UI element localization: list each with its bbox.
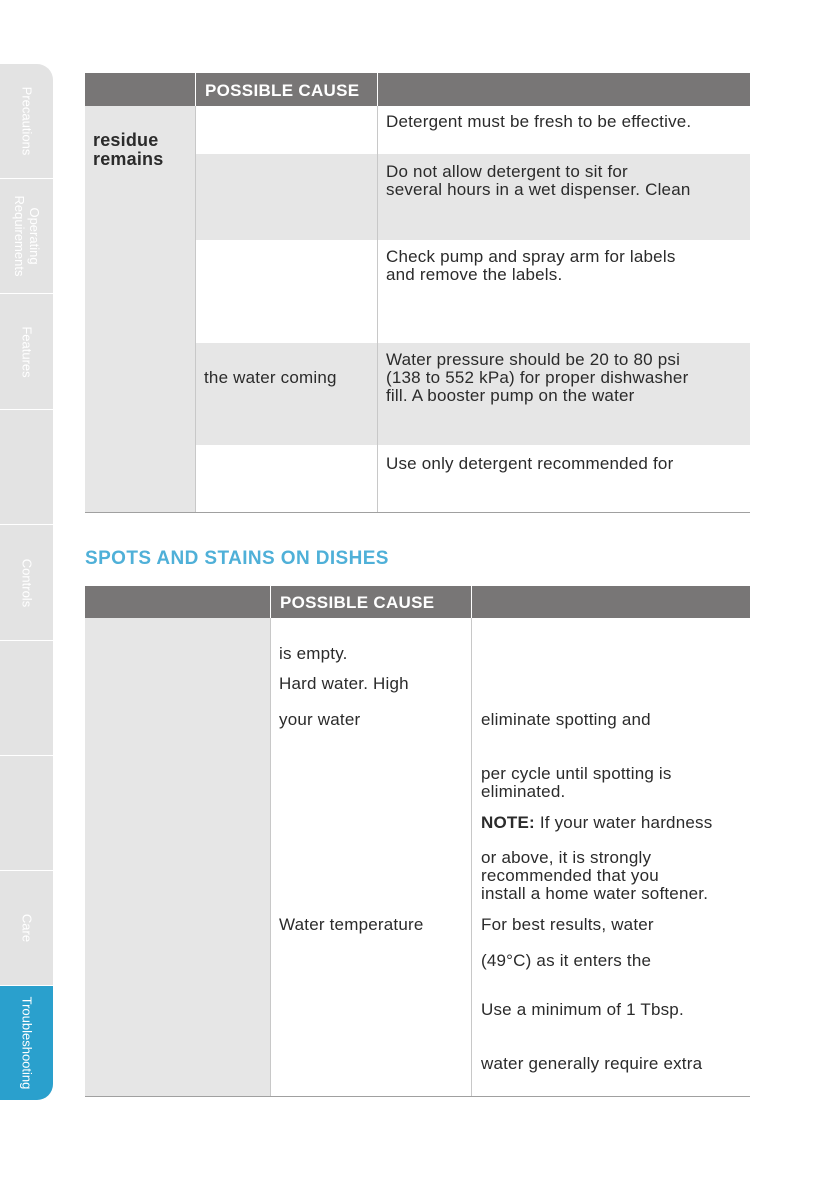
cause-line: Water temperature (279, 915, 424, 934)
column-divider (270, 618, 271, 1097)
table-cell-solution: Check pump and spray arm for labels and remove the labels. (386, 247, 676, 284)
tab-features-label: Features (19, 325, 34, 378)
tab-blank-1[interactable] (0, 410, 53, 525)
solution-line: eliminate spotting and (481, 710, 651, 729)
solution-line: per cycle until spotting is eliminated. (481, 764, 672, 801)
table-1-bottom-rule (85, 512, 750, 513)
cause-line: your water (279, 710, 361, 729)
tab-troubleshooting[interactable] (0, 986, 53, 1100)
header-divider (471, 586, 472, 618)
note-label: NOTE: (481, 813, 535, 832)
column-divider (471, 618, 472, 1097)
solution-line: or above, it is strongly recommended that you install a home water softener. (481, 848, 709, 903)
solution-line: Use a minimum of 1 Tbsp. (481, 1000, 684, 1019)
table-cell-solution: Do not allow detergent to sit for several hours in a wet dispenser. Clean (386, 162, 691, 199)
problem-column-band (85, 618, 270, 1097)
solution-line: If your water hardness (539, 813, 713, 832)
tab-care[interactable] (0, 871, 53, 986)
table-1-header-cause: POSSIBLE CAUSE (205, 81, 360, 100)
header-divider (270, 586, 271, 618)
side-tab-bar (0, 64, 53, 1100)
column-divider (377, 106, 378, 513)
table-2-bottom-rule (85, 1096, 750, 1097)
tab-care-label: Care (19, 913, 34, 943)
solution-line: water generally require extra (481, 1054, 703, 1073)
header-divider (195, 73, 196, 106)
problem-label: residue remains (93, 130, 164, 169)
column-divider (195, 106, 196, 513)
tab-features[interactable] (0, 294, 53, 410)
table-cell-solution: Use only detergent recommended for (386, 454, 674, 473)
note-line (481, 814, 712, 832)
cause-line: is empty. (279, 644, 348, 663)
tab-precautions-label: Precautions (19, 86, 34, 156)
tab-controls[interactable] (0, 525, 53, 641)
header-divider (377, 73, 378, 106)
table-2-header-cause: POSSIBLE CAUSE (280, 593, 435, 612)
cause-line: Hard water. High (279, 674, 409, 693)
section-title: SPOTS AND STAINS ON DISHES (85, 548, 389, 569)
tab-operating-requirements[interactable] (0, 179, 53, 294)
troubleshooting-table-1 (85, 73, 750, 513)
troubleshooting-table-2 (85, 586, 750, 1097)
tab-operating-requirements-label: Operating Requirements (11, 195, 42, 277)
table-1-header (85, 73, 750, 106)
tab-blank-3[interactable] (0, 756, 53, 871)
table-cell-solution: Detergent must be fresh to be effective. (386, 112, 692, 131)
tab-controls-label: Controls (19, 558, 34, 607)
table-2-header (85, 586, 750, 618)
solution-line: For best results, water (481, 915, 654, 934)
table-cell-solution: Water pressure should be 20 to 80 psi (138 to 552 kPa) for proper dishwasher fill. A booster pump on the water (386, 350, 689, 405)
tab-blank-2[interactable] (0, 641, 53, 756)
tab-troubleshooting-label: Troubleshooting (19, 996, 34, 1090)
table-cell-cause: the water coming (204, 368, 337, 387)
solution-line: (49°C) as it enters the (481, 951, 652, 970)
tab-precautions[interactable] (0, 64, 53, 179)
